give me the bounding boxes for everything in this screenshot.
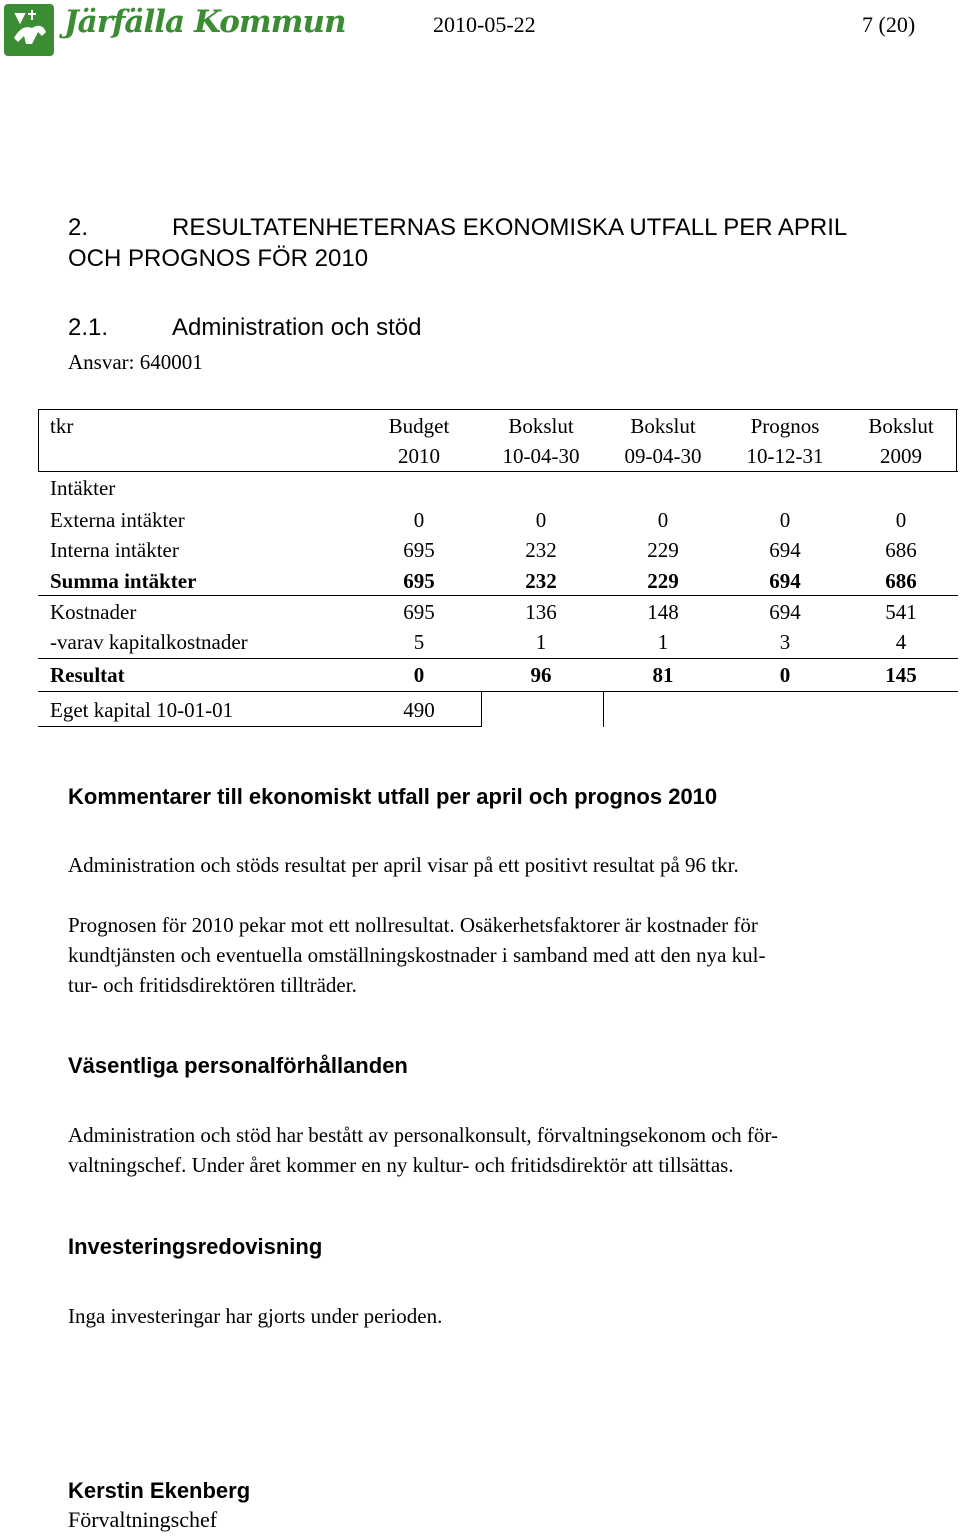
row-label-total-income: Summa intäkter <box>50 569 197 593</box>
table-cell: 695 <box>403 569 435 593</box>
table-cell: 695 <box>403 600 435 624</box>
table-rule-left <box>38 409 39 471</box>
unit-label: tkr <box>50 414 74 438</box>
table-cell: 232 <box>525 538 557 562</box>
column-header-bokslut-2009: Bokslut 2009 <box>868 414 934 468</box>
responsibility-code: Ansvar: 640001 <box>68 350 203 374</box>
column-header-prognos: Prognos 10-12-31 <box>746 414 824 468</box>
table-cell: 145 <box>885 663 917 687</box>
table-rule-equity-end <box>481 691 482 727</box>
table-cell: 0 <box>895 508 907 532</box>
table-cell: 0 <box>657 508 669 532</box>
table-cell: 0 <box>535 508 547 532</box>
table-cell: 4 <box>895 630 907 654</box>
column-header-bokslut-10: Bokslut 10-04-30 <box>502 414 580 468</box>
table-cell: 136 <box>525 600 557 624</box>
section-title-line2: OCH PROGNOS FÖR 2010 <box>68 245 369 272</box>
signature-name: Kerstin Ekenberg <box>68 1478 251 1503</box>
table-cell: 1 <box>657 630 669 654</box>
personnel-paragraph: Administration och stöd har bestått av personalkonsult, förvaltningsekonom och för- valtningschef. Under året kommer en ny kultur- och fritidsdirektör att tillsättas. <box>68 1123 778 1177</box>
table-rule-top <box>38 409 958 410</box>
table-cell: 0 <box>779 663 791 687</box>
comments-paragraph-2: Prognosen för 2010 pekar mot ett nollresultat. Osäkerhetsfaktorer är kostnader för kundtjänsten och eventuella omställningskostnader i samband med att den nya kul- tur- och fritidsdirektören tillträder. <box>68 913 766 997</box>
comments-paragraph-1: Administration och stöds resultat per april visar på ett positivt resultat på 96 tkr. <box>68 853 739 877</box>
subsection-title: Administration och stöd <box>172 314 422 341</box>
personnel-heading: Väsentliga personalförhållanden <box>68 1053 408 1078</box>
table-cell: 686 <box>885 538 917 562</box>
table-rule-bottom <box>38 726 481 727</box>
row-label-equity: Eget kapital 10-01-01 <box>50 698 234 722</box>
section-title-line1: RESULTATENHETERNAS EKONOMISKA UTFALL PER APRIL <box>172 214 848 241</box>
investments-paragraph: Inga investeringar har gjorts under perioden. <box>68 1304 443 1328</box>
comments-heading: Kommentarer till ekonomiskt utfall per april och prognos 2010 <box>68 784 718 809</box>
table-cell: 3 <box>779 630 791 654</box>
table-cell: 695 <box>403 538 435 562</box>
table-cell: 694 <box>769 538 801 562</box>
table-rule-equity-gap <box>603 691 604 727</box>
column-header-budget: Budget 2010 <box>388 414 450 468</box>
table-cell: 490 <box>403 698 435 722</box>
signature-title: Förvaltningschef <box>68 1507 218 1532</box>
table-cell: 229 <box>647 538 679 562</box>
row-label-costs: Kostnader <box>50 600 137 624</box>
financial-table <box>38 409 958 729</box>
table-cell: 686 <box>885 569 917 593</box>
table-cell: 694 <box>769 569 801 593</box>
section-number: 2. <box>68 214 89 241</box>
investments-heading: Investeringsredovisning <box>68 1234 323 1259</box>
table-rule-header <box>38 471 958 472</box>
row-label-result: Resultat <box>50 663 125 687</box>
table-cell: 0 <box>413 508 425 532</box>
coat-of-arms-icon <box>2 2 58 58</box>
table-cell: 1 <box>535 630 547 654</box>
table-rule-result <box>38 691 958 692</box>
table-cell: 541 <box>885 600 917 624</box>
row-label-external-income: Externa intäkter <box>50 508 185 532</box>
row-label-internal-income: Interna intäkter <box>50 538 179 562</box>
table-cell: 232 <box>525 569 557 593</box>
row-label-capital-costs: -varav kapitalkostnader <box>50 630 248 654</box>
document-date: 2010-05-22 <box>433 12 536 37</box>
page-number: 7 (20) <box>862 12 916 37</box>
column-header-bokslut-09: Bokslut 09-04-30 <box>624 414 702 468</box>
table-cell: 148 <box>647 600 679 624</box>
table-cell: 96 <box>530 663 552 687</box>
table-cell: 0 <box>779 508 791 532</box>
subsection-number: 2.1. <box>68 314 109 341</box>
table-cell: 81 <box>652 663 674 687</box>
table-cell: 229 <box>647 569 679 593</box>
municipality-logo <box>2 2 346 58</box>
income-group-label: Intäkter <box>50 476 116 500</box>
table-cell: 0 <box>413 663 425 687</box>
table-rule-costs <box>38 658 958 659</box>
logo-wordmark: Järfälla Kommun <box>64 4 346 40</box>
table-cell: 694 <box>769 600 801 624</box>
table-cell: 5 <box>413 630 425 654</box>
